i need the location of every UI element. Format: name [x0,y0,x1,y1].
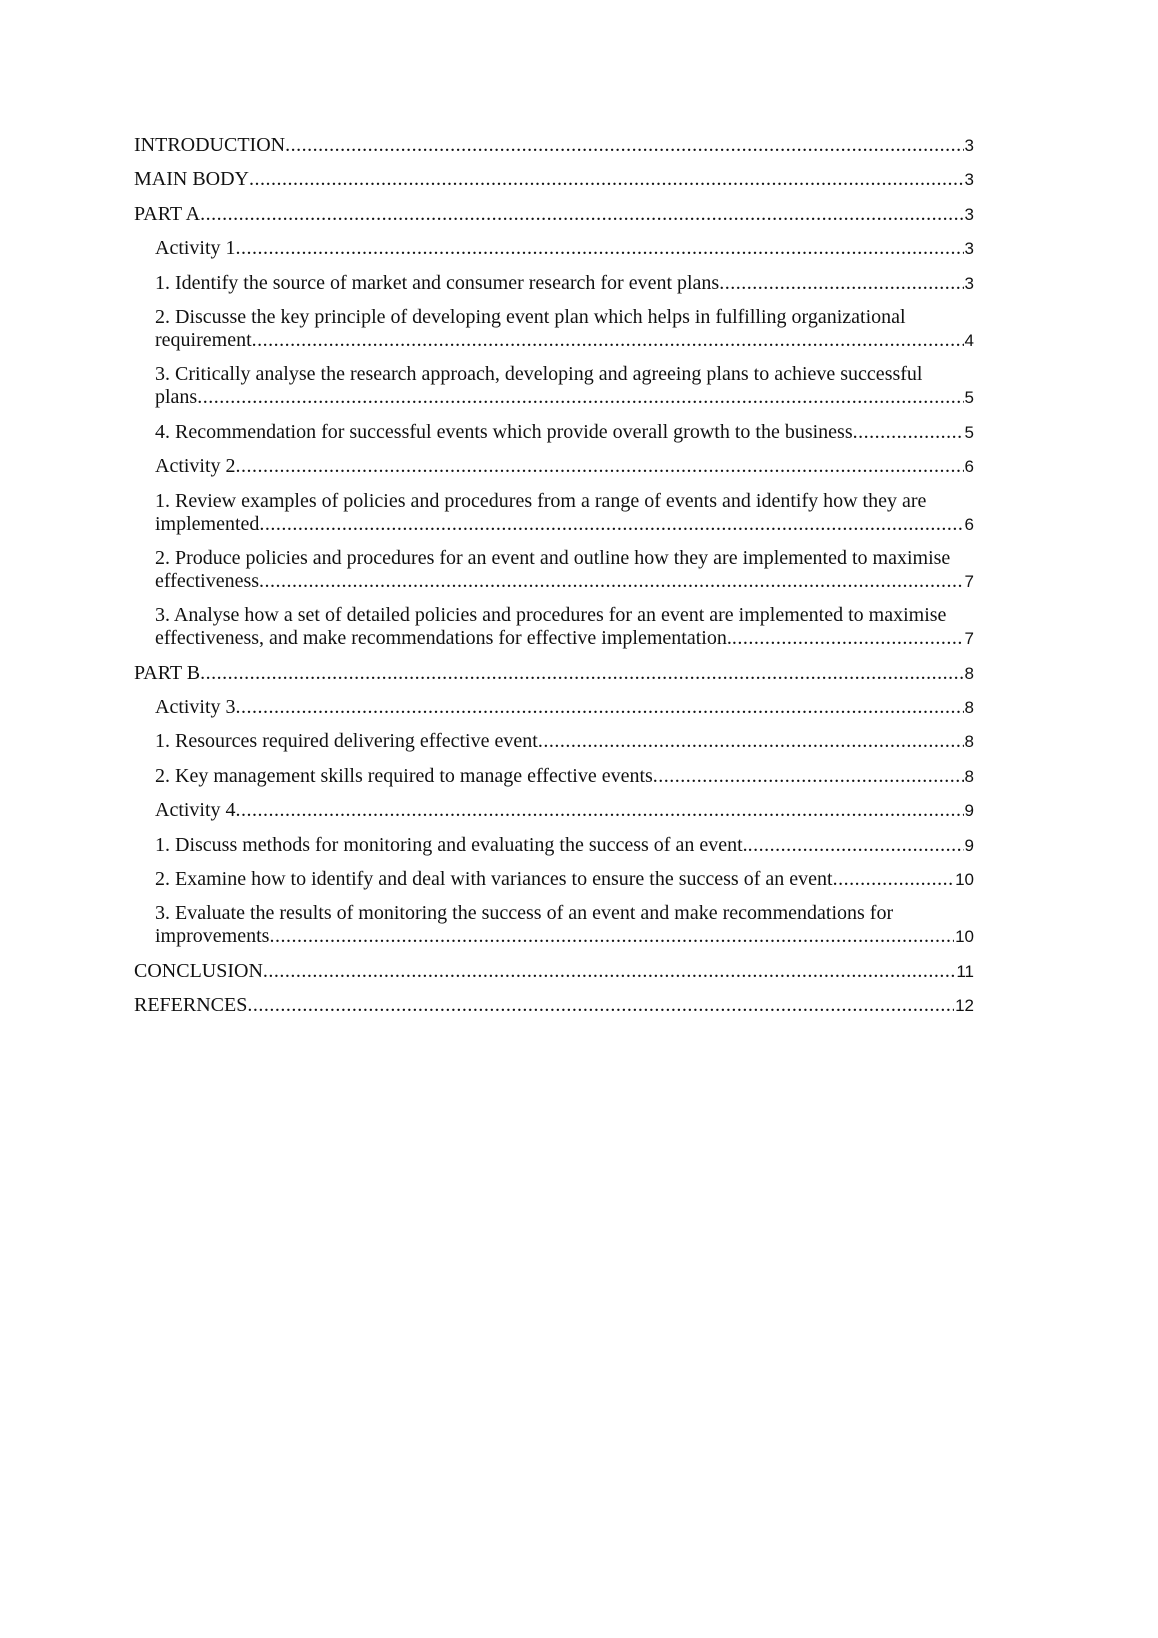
dot-leader [653,765,964,788]
toc-page-number: 3 [964,239,974,259]
toc-page-number: 8 [964,732,974,752]
dot-leader [748,834,964,857]
toc-entry-title: plans [155,386,198,409]
toc-entry-a3-q2[interactable] [134,765,974,788]
toc-entry-title: 4. Recommendation for successful events which provide overall growth to the business [155,420,853,443]
toc-page-number: 4 [964,330,974,350]
dot-leader [538,730,964,753]
toc-entry-title: 2. Examine how to identify and deal with variances to ensure the success of an event [155,868,833,891]
toc-entry-main-body[interactable] [134,168,974,191]
toc-page-number: 7 [964,571,974,591]
toc-entry-activity-4[interactable] [134,799,974,822]
toc-entry-a4-q3[interactable] [134,902,974,948]
toc-entry-activity-1[interactable] [134,237,974,260]
toc-page-number: 3 [964,170,974,190]
dot-leader [853,421,964,444]
dot-leader [252,329,964,352]
toc-entry-title: requirement [155,328,252,351]
dot-leader [259,570,964,593]
toc-entry-title-line-1: 1. Review examples of policies and procedures from a range of events and identify how they are [155,489,927,512]
toc-page-number: 11 [956,961,974,981]
toc-page-number: 6 [964,514,974,534]
toc-entry-title: 1. Discuss methods for monitoring and evaluating the success of an event. [155,833,748,856]
toc-page-number: 3 [964,273,974,293]
toc-entry-references[interactable] [134,994,974,1017]
toc-entry-activity-3[interactable] [134,696,974,719]
dot-leader [259,513,963,536]
toc-entry-title: effectiveness [155,569,260,592]
toc-entry-title: PART B [134,661,201,684]
toc-entry-title-line-1: 3. Analyse how a set of detailed policies and procedures for an event are implemented to maximise [155,604,947,627]
toc-entry-a1-q3[interactable] [134,363,974,409]
toc-entry-title: Activity 1 [155,237,236,260]
toc-entry-a1-q1[interactable] [134,272,974,295]
toc-entry-conclusion[interactable] [134,960,974,983]
toc-entry-a2-q3[interactable] [134,604,974,650]
toc-page-number: 8 [964,766,974,786]
toc-page-number: 9 [964,801,974,821]
toc-page-number: 3 [964,204,974,224]
toc-page-number: 8 [964,663,974,683]
toc-entry-title: MAIN BODY [134,168,249,191]
dot-leader [732,627,964,650]
toc-entry-title: 2. Key management skills required to manage effective events [155,764,653,787]
toc-entry-a4-q2[interactable] [134,868,974,891]
dot-leader [236,455,964,478]
toc-entry-part-b[interactable] [134,662,974,685]
toc-entry-title: REFERNCES [134,994,248,1017]
toc-entry-title-line-1: 3. Critically analyse the research approach, developing and agreeing plans to achieve successful [155,363,923,386]
dot-leader [249,168,964,191]
toc-entry-a4-q1[interactable] [134,834,974,857]
dot-leader [236,696,964,719]
toc-page-number: 12 [955,996,974,1016]
toc-entry-title: PART A [134,202,201,225]
toc-entry-title: effectiveness, and make recommendations for effective implementation. [155,627,732,650]
toc-page-number: 5 [964,388,974,408]
toc-entry-title-line-1: 3. Evaluate the results of monitoring the success of an event and make recommendations for [155,902,894,925]
toc-entry-title-line-1: 2. Discusse the key principle of developing event plan which helps in fulfilling organizational [155,305,906,328]
toc-entry-part-a[interactable] [134,203,974,226]
toc-entry-title: Activity 4 [155,799,236,822]
toc-entry-a2-q1[interactable] [134,490,974,536]
table-of-contents [134,134,974,1029]
toc-entry-title-line-1: 2. Produce policies and procedures for an event and outline how they are implemented to maximise [155,546,951,569]
toc-entry-title: Activity 2 [155,455,236,478]
toc-page-number: 6 [964,457,974,477]
dot-leader [247,994,954,1017]
toc-entry-title: implemented [155,512,260,535]
toc-entry-title: CONCLUSION [134,959,263,982]
dot-leader [236,799,964,822]
dot-leader [269,925,954,948]
dot-leader [285,134,963,157]
toc-page-number: 8 [964,698,974,718]
dot-leader [719,272,963,295]
toc-entry-title: improvements [155,925,270,948]
dot-leader [200,203,963,226]
toc-page-number: 10 [955,927,974,947]
toc-entry-title: 1. Resources required delivering effective event [155,730,538,753]
toc-page-number: 3 [964,136,974,155]
toc-page-number: 7 [964,629,974,649]
dot-leader [263,960,955,983]
toc-page-number: 10 [955,870,974,890]
toc-entry-title: 1. Identify the source of market and consumer research for event plans [155,271,720,294]
toc-entry-introduction[interactable] [134,134,974,157]
toc-entry-a3-q1[interactable] [134,730,974,753]
toc-entry-title: INTRODUCTION [134,134,286,156]
dot-leader [200,662,963,685]
toc-entry-activity-2[interactable] [134,455,974,478]
dot-leader [833,868,955,891]
toc-page-number: 5 [964,422,974,442]
dot-leader [236,237,964,260]
toc-entry-a1-q2[interactable] [134,306,974,352]
dot-leader [197,386,963,409]
toc-page-number: 9 [964,835,974,855]
toc-entry-a1-q4[interactable] [134,421,974,444]
toc-entry-title: Activity 3 [155,696,236,719]
toc-entry-a2-q2[interactable] [134,547,974,593]
